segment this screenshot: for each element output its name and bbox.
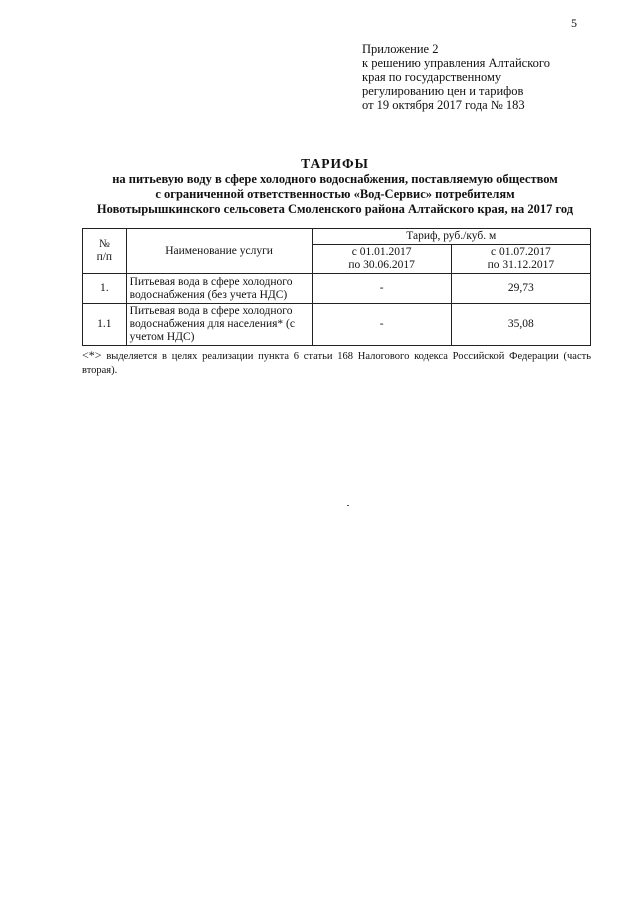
footnote (82, 348, 591, 378)
header-service: Наименование услуги (126, 229, 312, 274)
table-row (83, 304, 591, 346)
header-num: № п/п (83, 229, 127, 274)
scan-speck (347, 505, 349, 506)
title-line: Новотырышкинского сельсовета Смоленского района Алтайского края, на 2017 год (96, 202, 574, 216)
footnote-text: выделяется в целях реализации пункта 6 статьи 168 Налогового кодекса Российской Федерации (часть вторая). (82, 351, 591, 376)
page-number: 5 (571, 16, 577, 30)
row-period-2-value: 35,08 (451, 304, 590, 346)
tariff-table (82, 228, 591, 346)
header-period-1: с 01.01.2017 по 30.06.2017 (312, 245, 451, 274)
row-period-1-value: - (312, 274, 451, 304)
appendix-line: к решению управления Алтайского (362, 56, 550, 70)
row-period-2-value: 29,73 (451, 274, 590, 304)
row-num: 1.1 (83, 304, 127, 346)
row-period-1-value: - (312, 304, 451, 346)
row-num: 1. (83, 274, 127, 304)
header-period-2: с 01.07.2017 по 31.12.2017 (451, 245, 590, 274)
row-service: Питьевая вода в сфере холодного водоснабжения для населения* (с учетом НДС) (126, 304, 312, 346)
title-line: на питьевую воду в сфере холодного водоснабжения, поставляемую обществом (112, 172, 558, 186)
footnote-mark: <*> (82, 348, 102, 362)
table-row (83, 274, 591, 304)
table-header-row (83, 229, 591, 245)
title-line: с ограниченной ответственностью «Вод-Сервис» потребителям (155, 187, 515, 201)
title-main: ТАРИФЫ (301, 156, 369, 171)
appendix-line: регулированию цен и тарифов (362, 84, 524, 98)
appendix-line: края по государственному (362, 70, 502, 84)
appendix-block (362, 42, 550, 112)
appendix-line: от 19 октября 2017 года № 183 (362, 98, 525, 112)
document-title (60, 155, 610, 217)
appendix-line: Приложение 2 (362, 42, 439, 56)
row-service: Питьевая вода в сфере холодного водоснабжения (без учета НДС) (126, 274, 312, 304)
header-tariff: Тариф, руб./куб. м (312, 229, 590, 245)
